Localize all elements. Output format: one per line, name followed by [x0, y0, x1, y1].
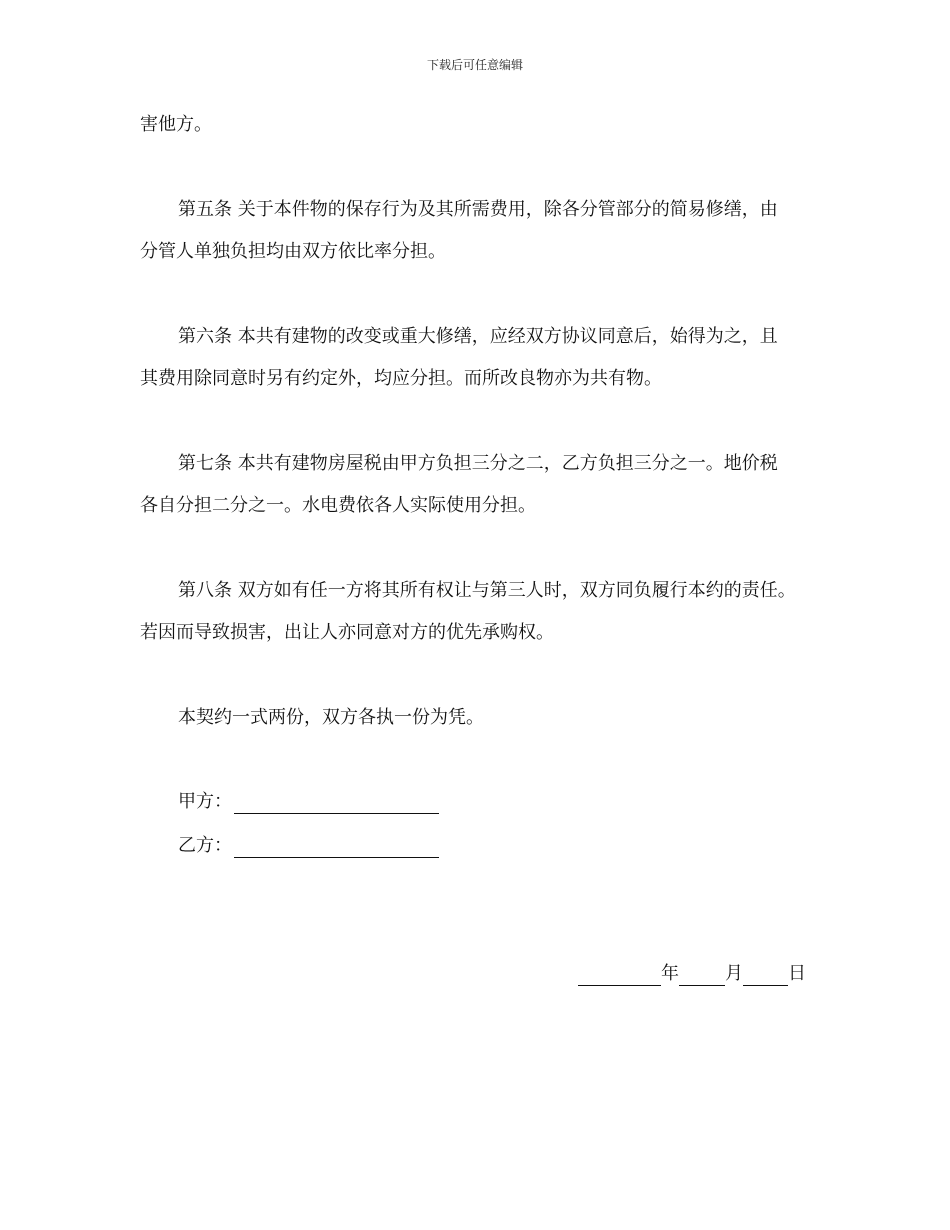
year-blank[interactable] — [578, 965, 661, 986]
copies-statement: 本契约一式两份，双方各执一份为凭。 — [178, 707, 484, 728]
article-5-line-1: 第五条 关于本件物的保存行为及其所需费用，除各分管部分的简易修缮，由 — [178, 199, 778, 220]
party-a-signature-line[interactable] — [234, 793, 439, 814]
day-blank[interactable] — [743, 965, 788, 986]
party-a-label: 甲方： — [178, 791, 232, 812]
month-blank[interactable] — [679, 965, 725, 986]
article-8-line-1: 第八条 双方如有任一方将其所有权让与第三人时，双方同负履行本约的责任。 — [178, 580, 796, 601]
party-b-signature-line[interactable] — [234, 837, 439, 858]
article-8-line-2: 若因而导致损害，出让人亦同意对方的优先承购权。 — [140, 622, 554, 643]
date-row — [578, 962, 806, 986]
article-6-line-2: 其费用除同意时另有约定外，均应分担。而所改良物亦为共有物。 — [140, 368, 662, 389]
article-7-line-2: 各自分担二分之一。水电费依各人实际使用分担。 — [140, 495, 536, 516]
party-a-signature-row — [178, 790, 439, 814]
day-label: 日 — [788, 963, 806, 984]
year-label: 年 — [661, 963, 679, 984]
article-5-line-2: 分管人单独负担均由双方依比率分担。 — [140, 241, 446, 262]
article-6-line-1: 第六条 本共有建物的改变或重大修缮，应经双方协议同意后，始得为之，且 — [178, 326, 778, 347]
page-header: 下载后可任意编辑 — [426, 58, 523, 72]
party-b-label: 乙方： — [178, 835, 232, 856]
article-7-line-1: 第七条 本共有建物房屋税由甲方负担三分之二，乙方负担三分之一。地价税 — [178, 453, 778, 474]
month-label: 月 — [725, 963, 743, 984]
party-b-signature-row — [178, 834, 439, 858]
paragraph-continuation: 害他方。 — [140, 114, 212, 135]
